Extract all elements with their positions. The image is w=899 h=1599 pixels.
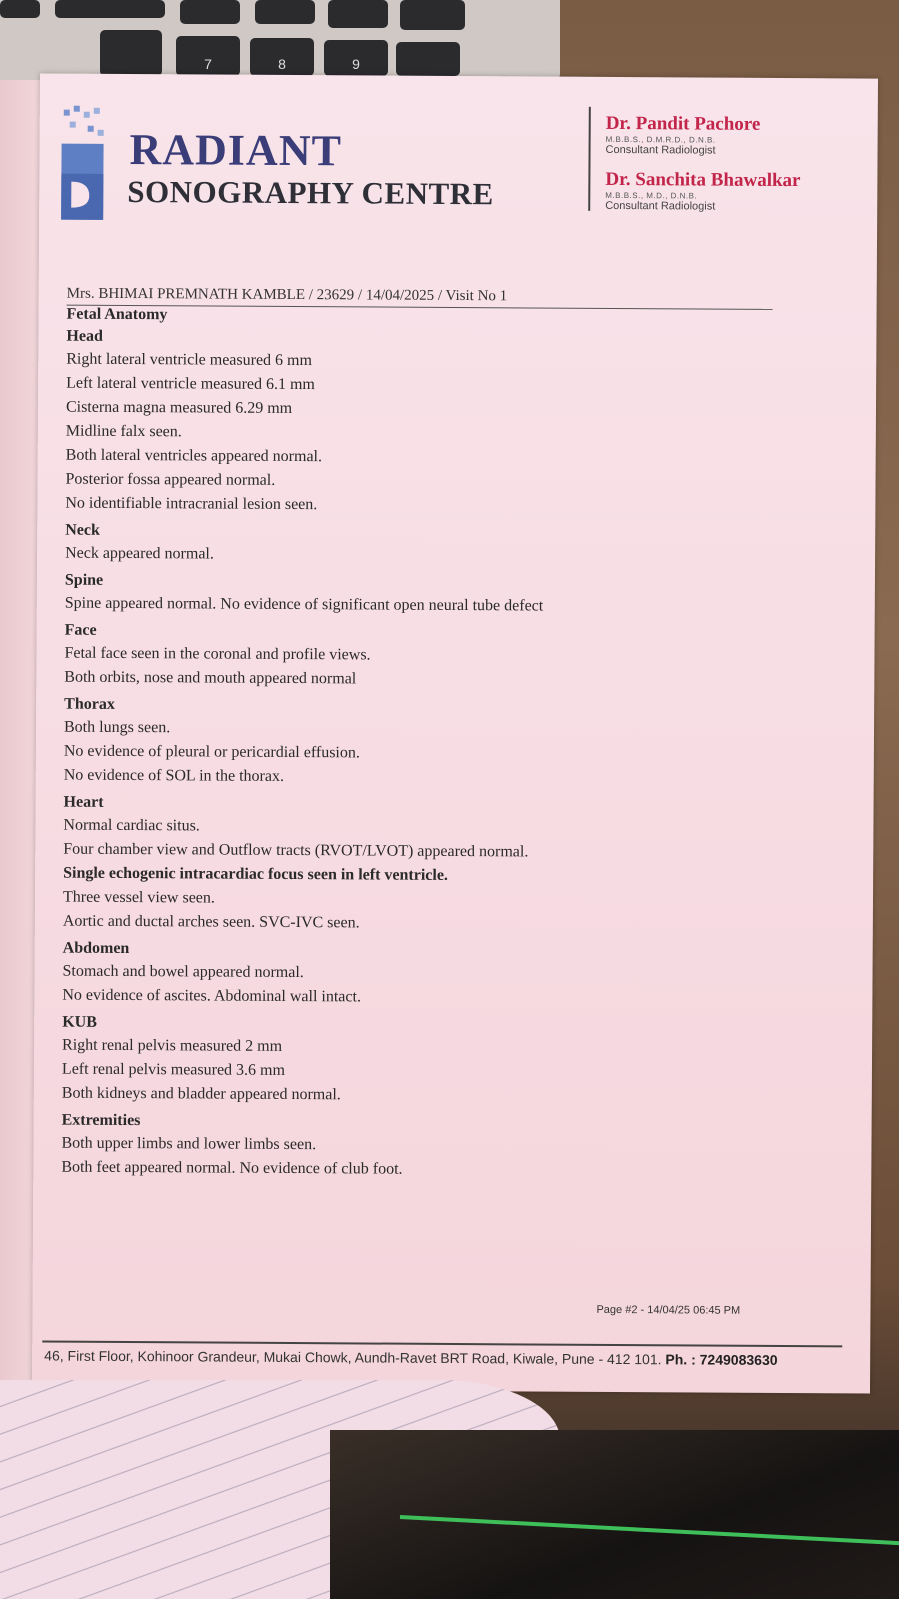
header-divider [588, 107, 591, 211]
finding-line: Left renal pelvis measured 3.6 mm [61, 1060, 286, 1079]
section-heading: Neck [65, 521, 100, 539]
finding-line: Both lateral ventricles appeared normal. [65, 446, 323, 466]
finding-line: Both feet appeared normal. No evidence of club foot. [61, 1158, 403, 1178]
key [100, 30, 162, 76]
key [180, 0, 240, 24]
finding-line: Fetal face seen in the coronal and profile views. [64, 644, 371, 664]
section-heading: Heart [63, 793, 104, 811]
dark-surface [330, 1430, 899, 1599]
finding-line: Both kidneys and bladder appeared normal. [61, 1084, 341, 1104]
finding-line: Both orbits, nose and mouth appeared normal [64, 668, 357, 688]
section-heading: Head [66, 327, 103, 345]
key [255, 0, 315, 24]
doctor-name: Dr. Sanchita Bhawalkar [605, 168, 801, 192]
finding-line: Neck appeared normal. [65, 544, 214, 563]
finding-line: Left lateral ventricle measured 6.1 mm [66, 374, 315, 394]
finding-line: Single echogenic intracardiac focus seen in left ventricle. [63, 864, 448, 884]
finding-line: Right lateral ventricle measured 6 mm [66, 350, 313, 370]
key [0, 0, 40, 18]
finding-line: Both lungs seen. [63, 718, 171, 737]
finding-line: Aortic and ductal arches seen. SVC-IVC seen. [62, 912, 360, 932]
radiant-logo-icon [59, 104, 110, 224]
doctor-name: Dr. Pandit Pachore [605, 112, 761, 135]
doctor-2 [605, 169, 800, 213]
report-body [61, 304, 826, 1189]
brand-subtitle: SONOGRAPHY CENTRE [127, 173, 494, 212]
footer-rule [42, 1340, 842, 1347]
page-info: Page #2 - 14/04/25 06:45 PM [596, 1303, 741, 1317]
finding-line: Spine appeared normal. No evidence of significant open neural tube defect [64, 594, 544, 615]
finding-line: Midline falx seen. [65, 422, 182, 441]
key [396, 42, 460, 76]
section-heading: Abdomen [62, 939, 130, 958]
doctor-qualification: M.B.B.S., D.M.R.D., D.N.B. [605, 134, 716, 145]
report-sheet [32, 73, 878, 1393]
finding-line: No identifiable intracranial lesion seen. [65, 494, 318, 514]
key [328, 0, 388, 28]
brand-name: RADIANT [129, 125, 343, 176]
section-heading: Face [64, 621, 97, 639]
finding-line: No evidence of ascites. Abdominal wall intact. [62, 986, 362, 1006]
key [55, 0, 165, 18]
finding-line: No evidence of SOL in the thorax. [63, 766, 285, 785]
finding-line: Normal cardiac situs. [63, 816, 200, 835]
key-9: 9 [324, 40, 388, 76]
phone-number: 7249083630 [699, 1351, 778, 1368]
report-title: Fetal Anatomy [66, 305, 168, 324]
section-heading: Thorax [64, 695, 115, 713]
section-heading: KUB [62, 1013, 97, 1031]
section-heading: Spine [64, 571, 104, 589]
finding-line: Four chamber view and Outflow tracts (RVOT/LVOT) appeared normal. [63, 840, 529, 861]
phone-label: Ph. : [665, 1351, 696, 1368]
finding-line: Posterior fossa appeared normal. [65, 470, 276, 489]
patient-line: Mrs. BHIMAI PREMNATH KAMBLE / 23629 / 14/04/2025 / Visit No 1 [67, 286, 773, 310]
footer-address [44, 1348, 777, 1368]
doctor-role: Consultant Radiologist [605, 199, 716, 213]
laptop-keyboard [0, 0, 560, 80]
finding-line: Right renal pelvis measured 2 mm [62, 1036, 283, 1055]
finding-line: Stomach and bowel appeared normal. [62, 962, 304, 982]
doctor-1 [606, 113, 761, 157]
address-text: 46, First Floor, Kohinoor Grandeur, Mukai Chowk, Aundh-Ravet BRT Road, Kiwale, Pune - 412 101. [44, 1347, 662, 1368]
doctor-role: Consultant Radiologist [605, 143, 716, 157]
finding-line: Cisterna magna measured 6.29 mm [65, 398, 293, 417]
finding-line: Both upper limbs and lower limbs seen. [61, 1134, 317, 1154]
key [400, 0, 465, 30]
finding-line: No evidence of pleural or pericardial effusion. [63, 742, 360, 762]
key-7: 7 [176, 36, 240, 76]
section-heading: Extremities [61, 1111, 141, 1130]
finding-line: Three vessel view seen. [62, 888, 215, 907]
doctor-qualification: M.B.B.S., M.D., D.N.B. [605, 190, 698, 201]
key-8: 8 [250, 38, 314, 76]
